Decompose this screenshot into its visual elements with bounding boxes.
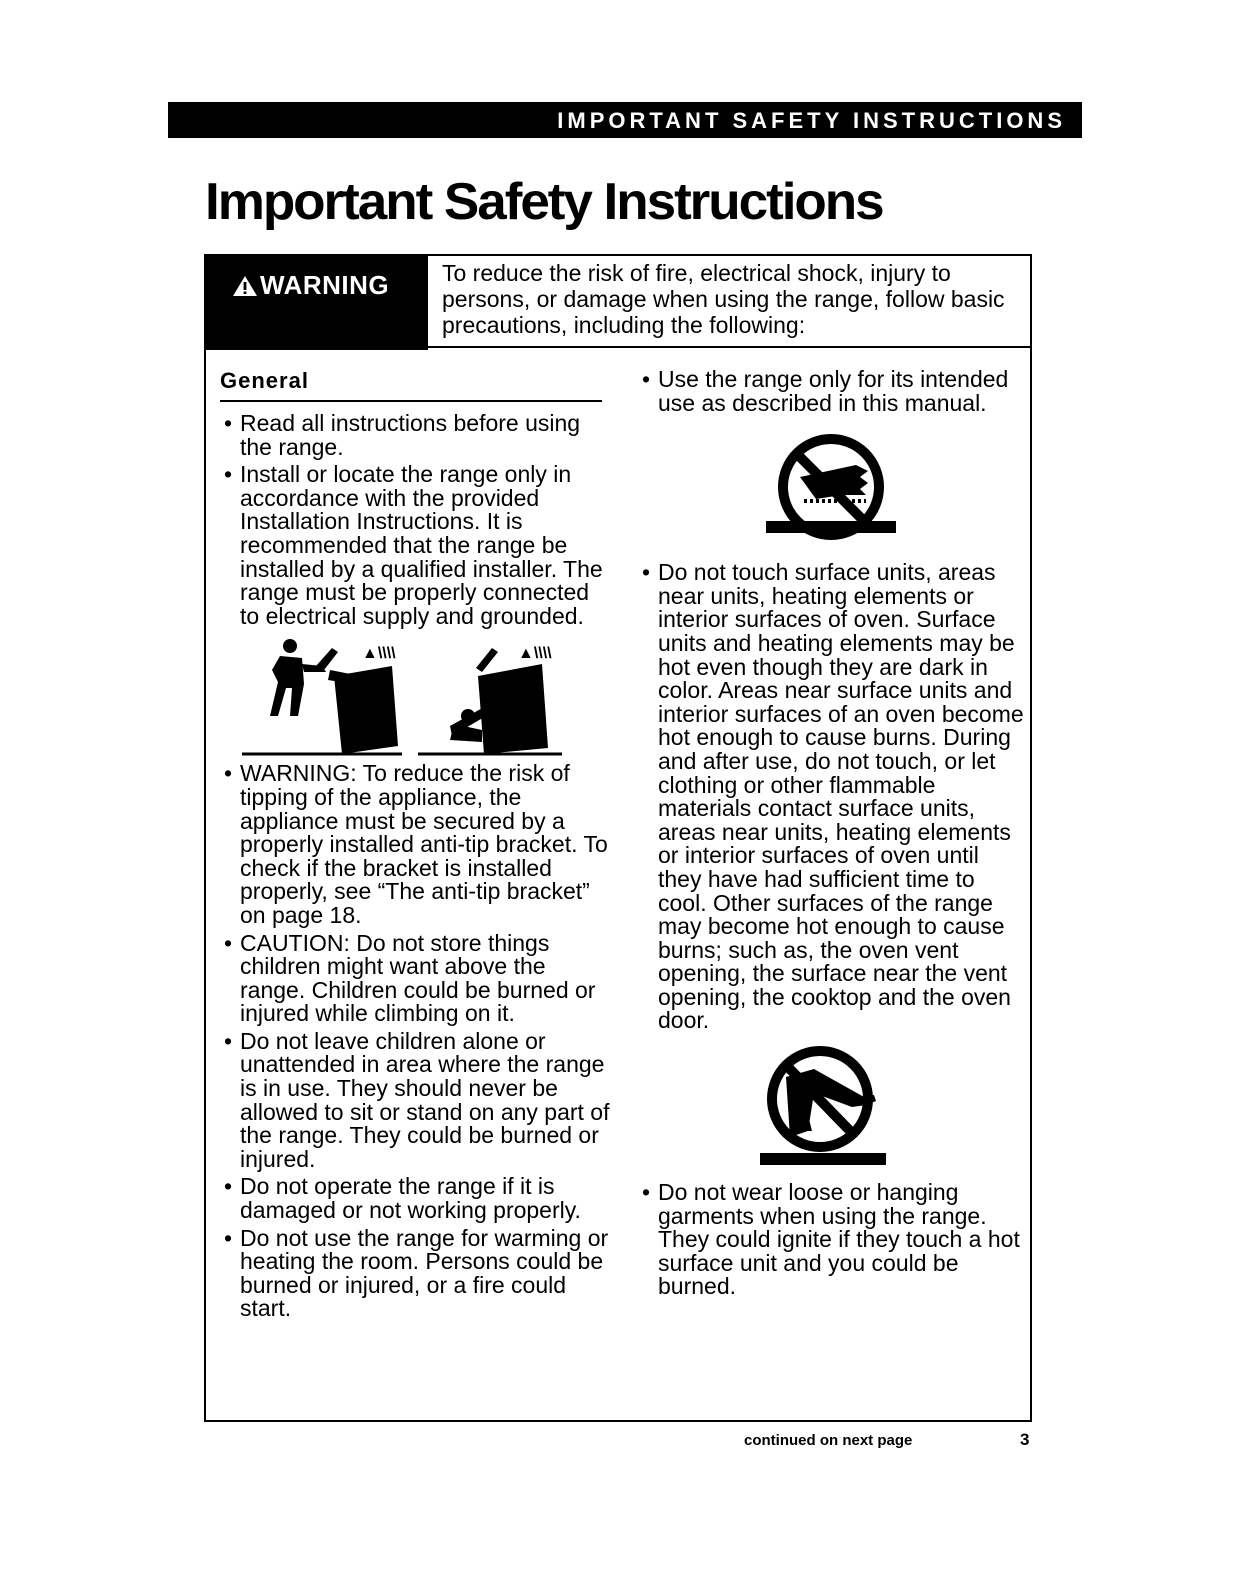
header-banner-text: IMPORTANT SAFETY INSTRUCTIONS: [557, 108, 1066, 133]
list-item: • Install or locate the range only in accordance with the provided Installation Instructions. It is recommended that the range be installed by a qualified installer. The range must be properly connected to electrical supply and grounded.: [224, 461, 603, 629]
warning-triangle-icon: [232, 274, 258, 298]
svg-text:▲\\\\: ▲\\\\: [362, 645, 396, 663]
no-loose-garment-icon: [744, 1041, 894, 1171]
right-column: [638, 368, 1028, 1303]
list-item: • CAUTION: Do not store things children might want above the range. Children could be burned or injured while climbing on it.: [224, 929, 596, 1027]
warning-label: [232, 270, 389, 301]
warning-label-text: WARNING: [260, 270, 390, 300]
divider: [428, 346, 1032, 348]
page-number: 3: [1020, 1430, 1030, 1449]
anti-tip-illustration: [242, 636, 572, 756]
list-item: • Do not use the range for warming or heating the room. Persons could be burned or injured, or a fire could start.: [224, 1224, 609, 1322]
warning-box: [206, 256, 428, 350]
no-touch-hot-surface-icon: [756, 425, 906, 555]
list-item: • Use the range only for its intended use as described in this manual.: [642, 366, 1009, 416]
header-banner: [168, 102, 1082, 138]
safety-frame: [204, 254, 1032, 1422]
list-item: • Read all instructions before using the range.: [224, 410, 581, 460]
section-title: General: [220, 368, 602, 402]
list-item: • WARNING: To reduce the risk of tipping of the appliance, the appliance must be secured by a properly installed anti-tip bracket. To check if the bracket is installed properly, see “The anti-tip bracket” on page 18.: [224, 760, 608, 928]
list-item: • Do not touch surface units, areas near units, heating elements or interior surfaces of oven. Surface units and heating elements may be hot even though they are dark in color. Areas near surface units and interior surfaces of an oven become hot enough to cause burns. During and after use, do not touch, or let clothing or other flammable materials contact surface units, areas near units, heating elements or interior surfaces of oven until they have had sufficient time to cool. Other surfaces of the range may become hot enough to cause burns; such as, the oven vent opening, the surface near the vent opening, the cooktop and the oven door.: [642, 559, 1024, 1034]
continued-note: continued on next page: [744, 1432, 913, 1449]
warning-intro: To reduce the risk of fire, electrical shock, injury to persons, or damage when using the range, follow basic precautions, including the following:: [442, 260, 1005, 338]
svg-text:▲\\\\: ▲\\\\: [518, 645, 552, 663]
list-item: • Do not leave children alone or unattended in area where the range is in use. They should never be allowed to sit or stand on any part of the range. They could be burned or injured.: [224, 1027, 610, 1172]
page-title: Important Safety Instructions: [205, 173, 883, 231]
left-column: [220, 368, 610, 1325]
list-item: • Do not wear loose or hanging garments when using the range. They could ignite if they touch a hot surface unit and you could be burned.: [642, 1179, 1020, 1300]
list-item: • Do not operate the range if it is damaged or not working properly.: [224, 1173, 581, 1224]
